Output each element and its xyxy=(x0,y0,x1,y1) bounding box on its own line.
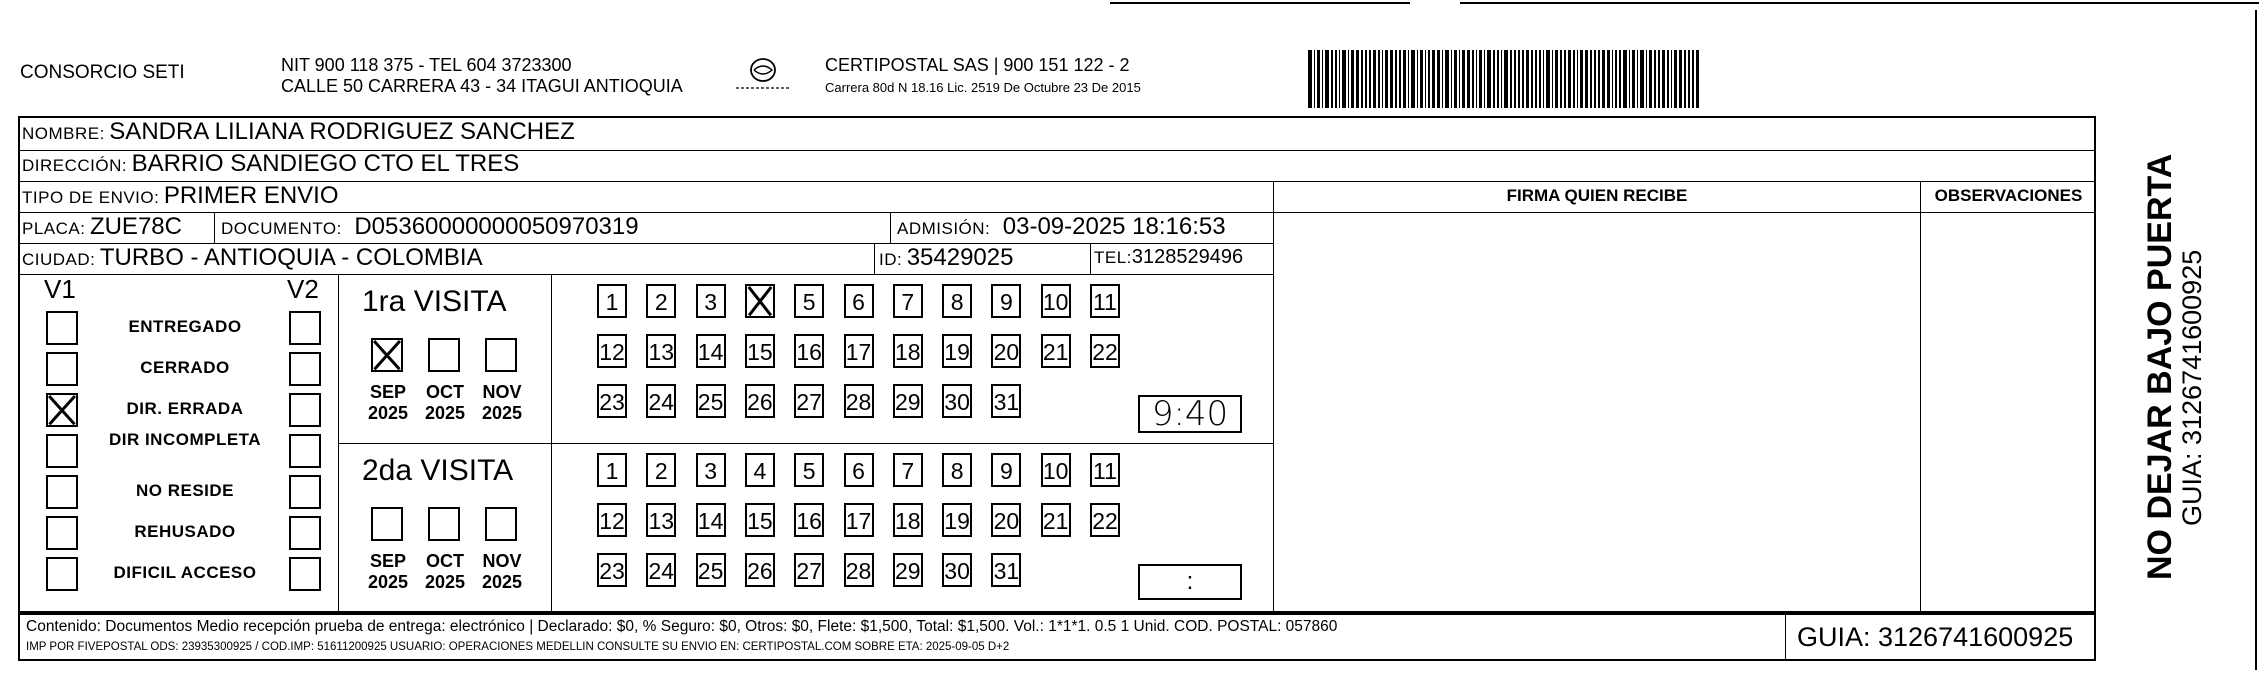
scan-line-top xyxy=(1110,2,1410,4)
col-divider xyxy=(214,212,215,243)
v2-checkbox[interactable] xyxy=(289,475,321,509)
visit1-day-box[interactable]: 7 xyxy=(893,284,923,318)
visit2-day-box[interactable]: 15 xyxy=(745,503,775,537)
visit2-day-box[interactable]: 11 xyxy=(1090,453,1120,487)
visit1-day-box[interactable]: 22 xyxy=(1090,334,1120,368)
visit1-day-box[interactable]: 13 xyxy=(646,334,676,368)
tipo-row xyxy=(22,182,339,210)
barcode-bar xyxy=(1437,50,1440,108)
visit1-day-box[interactable]: 12 xyxy=(597,334,627,368)
visit1-month-label xyxy=(418,382,472,424)
v1-checkbox[interactable] xyxy=(46,557,78,591)
barcode-bar xyxy=(1632,50,1635,108)
barcode-bar xyxy=(1646,50,1648,108)
barcode-bar xyxy=(1658,50,1660,108)
col-divider-firma xyxy=(1273,181,1274,613)
visit1-title: 1ra VISITA xyxy=(362,285,507,318)
visit1-day-box[interactable]: 18 xyxy=(893,334,923,368)
month-name: SEP xyxy=(369,551,407,571)
visit2-day-box[interactable]: 29 xyxy=(893,553,923,587)
visit1-day-box[interactable]: 5 xyxy=(794,284,824,318)
direccion-label: DIRECCIÓN: xyxy=(22,156,128,175)
status-option-label: DIFICIL ACCESO xyxy=(113,563,257,582)
visit2-day-box[interactable]: 22 xyxy=(1090,503,1120,537)
footer-guia: GUIA: 3126741600925 xyxy=(1797,622,2074,652)
visit2-day-box[interactable]: 24 xyxy=(646,553,676,587)
admision-label: ADMISIÓN: xyxy=(897,219,991,238)
visit2-day-box[interactable]: 4 xyxy=(745,453,775,487)
visit2-day-box[interactable]: 18 xyxy=(893,503,923,537)
barcode-bar xyxy=(1640,50,1644,108)
visit2-day-box[interactable]: 16 xyxy=(794,503,824,537)
barcode-bar xyxy=(1543,50,1545,108)
barcode-bar xyxy=(1577,50,1579,108)
v2-checkbox[interactable] xyxy=(289,516,321,550)
visit1-day-box[interactable]: 23 xyxy=(597,384,627,418)
barcode-bar xyxy=(1607,50,1610,108)
barcode-bar xyxy=(1403,50,1406,108)
footer-line-1: Contenido: Documentos Medio recepción prueba de entrega: electrónico | Declarado: $0, % Seguro: $0, Otros: $0, Flete: $1,500, Total: $1,500. Vol.: 1*1*1. 0.5 1 Unid. COD. POSTAL: 057860 xyxy=(26,618,1338,635)
barcode-bar xyxy=(1564,50,1566,108)
visit2-day-box[interactable]: 20 xyxy=(991,503,1021,537)
barcode-bar xyxy=(1539,50,1541,108)
barcode-bar xyxy=(1692,50,1694,108)
barcode-bar xyxy=(1546,50,1550,108)
barcode-bar xyxy=(1552,50,1554,108)
visit1-day-box[interactable]: 6 xyxy=(844,284,874,318)
visit2-month-label xyxy=(475,551,529,593)
status-option-label: NO RESIDE xyxy=(135,481,235,500)
barcode-bar xyxy=(1351,50,1354,108)
barcode-bar xyxy=(1451,50,1453,108)
visit1-day-box[interactable]: 14 xyxy=(696,334,726,368)
barcode-bar xyxy=(1560,50,1563,108)
barcode-bar xyxy=(1497,50,1499,108)
barcode-bar xyxy=(1493,50,1496,108)
barcode-bar xyxy=(1408,50,1410,108)
placa-label: PLACA: xyxy=(22,219,86,238)
status-option-label: DIR. ERRADA xyxy=(126,399,244,418)
consortium-name: CONSORCIO SETI xyxy=(20,62,185,83)
v2-checkbox[interactable] xyxy=(289,393,321,427)
barcode-bar xyxy=(1590,50,1592,108)
label-right-border xyxy=(2255,10,2257,670)
barcode-bar xyxy=(1696,50,1700,108)
placa-value: ZUE78C xyxy=(89,213,182,240)
tel-value: 3128529496 xyxy=(1131,246,1244,268)
barcode-bar xyxy=(1425,50,1427,108)
barcode-bar xyxy=(1369,50,1371,108)
visit2-day-box[interactable]: 21 xyxy=(1041,503,1071,537)
barcode-bar xyxy=(1612,50,1614,108)
visit1-day-box[interactable]: 8 xyxy=(942,284,972,318)
visit1-day-box[interactable] xyxy=(745,284,775,318)
visit2-day-box[interactable]: 25 xyxy=(696,553,726,587)
v2-checkbox[interactable] xyxy=(289,311,321,345)
visit2-day-box[interactable]: 1 xyxy=(597,453,627,487)
barcode-bar xyxy=(1378,50,1380,108)
v2-checkbox[interactable] xyxy=(289,557,321,591)
barcode-bar xyxy=(1395,50,1397,108)
ciudad-cell xyxy=(22,244,483,272)
visit2-month-label xyxy=(418,551,472,593)
visit2-day-box[interactable]: 9 xyxy=(991,453,1021,487)
visit2-day-box[interactable]: 27 xyxy=(794,553,824,587)
barcode-bar xyxy=(1462,50,1465,108)
month-year: 2025 xyxy=(481,572,523,592)
side-guia: GUIA: 3126741600925 xyxy=(2177,249,2207,526)
month-name: NOV xyxy=(482,382,522,402)
month-year: 2025 xyxy=(424,403,466,423)
visit1-day-box[interactable]: 27 xyxy=(794,384,824,418)
visit1-day-box[interactable]: 15 xyxy=(745,334,775,368)
visit-divider xyxy=(338,443,1273,444)
visit1-day-box[interactable]: 29 xyxy=(893,384,923,418)
barcode-bar xyxy=(1314,50,1316,108)
col-divider xyxy=(890,212,891,243)
barcode-bar xyxy=(1356,50,1360,108)
nit-line-2: CALLE 50 CARRERA 43 - 34 ITAGUI ANTIOQUIA xyxy=(281,76,683,96)
barcode-bar xyxy=(1619,50,1622,108)
company-line-1: CERTIPOSTAL SAS | 900 151 122 - 2 xyxy=(825,55,1130,75)
visit1-day-box[interactable]: 28 xyxy=(844,384,874,418)
v1-label: V1 xyxy=(44,274,76,304)
company-line-2: Carrera 80d N 18.16 Lic. 2519 De Octubre 23 De 2015 xyxy=(825,80,1141,95)
barcode-bar xyxy=(1531,50,1533,108)
visit1-day-box[interactable]: 16 xyxy=(794,334,824,368)
barcode-bar xyxy=(1501,50,1503,108)
visit2-day-box[interactable]: 10 xyxy=(1041,453,1071,487)
visit1-day-box[interactable]: 24 xyxy=(646,384,676,418)
documento-cell xyxy=(221,213,639,241)
visit1-day-box[interactable]: 25 xyxy=(696,384,726,418)
visit1-day-box[interactable]: 21 xyxy=(1041,334,1071,368)
direccion-row xyxy=(22,150,519,178)
month-name: SEP xyxy=(369,382,407,402)
postal-logo-icon xyxy=(728,56,798,96)
visit2-day-box[interactable]: 14 xyxy=(696,503,726,537)
visit2-month-label xyxy=(361,551,415,593)
month-name: NOV xyxy=(482,551,522,571)
barcode-bar xyxy=(1580,50,1583,108)
barcode-bar xyxy=(1348,50,1350,108)
visit1-day-box[interactable]: 30 xyxy=(942,384,972,418)
visit2-day-box[interactable]: 28 xyxy=(844,553,874,587)
nit-line-1: NIT 900 118 375 - TEL 604 3723300 xyxy=(281,55,572,75)
observaciones-header: OBSERVACIONES xyxy=(1934,186,2083,205)
barcode-bar xyxy=(1322,50,1324,108)
barcode-bar xyxy=(1654,50,1657,108)
barcode-bar xyxy=(1504,50,1508,108)
v2-label: V2 xyxy=(287,274,319,304)
v1-checkbox[interactable] xyxy=(46,352,78,386)
visit2-month-checkbox[interactable] xyxy=(371,507,403,541)
status-option-label: ENTREGADO xyxy=(128,317,242,336)
visit2-day-box[interactable]: 2 xyxy=(646,453,676,487)
barcode-bar xyxy=(1342,50,1346,108)
v1-checkbox[interactable] xyxy=(46,434,78,468)
barcode-bar xyxy=(1514,50,1516,108)
no-dejar-bajo-puerta: NO DEJAR BAJO PUERTA xyxy=(2141,153,2179,580)
v1-checkbox[interactable] xyxy=(46,475,78,509)
barcode-bar xyxy=(1382,50,1384,108)
barcode-bar xyxy=(1454,50,1457,108)
visit1-day-box[interactable]: 3 xyxy=(696,284,726,318)
barcode-bar xyxy=(1428,50,1430,108)
status-option-label: CERRADO xyxy=(140,358,230,377)
barcode-bar xyxy=(1385,50,1388,108)
barcode-bar xyxy=(1526,50,1530,108)
visit1-month-label xyxy=(475,382,529,424)
v2-checkbox[interactable] xyxy=(289,434,321,468)
visit2-day-box[interactable]: 5 xyxy=(794,453,824,487)
barcode-bar xyxy=(1445,50,1449,108)
barcode-bar xyxy=(1615,50,1617,108)
visit2-day-box[interactable]: 26 xyxy=(745,553,775,587)
visit1-month-checkbox[interactable] xyxy=(485,338,517,372)
visit1-day-box[interactable]: 19 xyxy=(942,334,972,368)
placa-cell xyxy=(22,213,182,241)
month-year: 2025 xyxy=(424,572,466,592)
v1-checkbox[interactable] xyxy=(46,516,78,550)
barcode-bar xyxy=(1335,50,1337,108)
barcode-bar xyxy=(1459,50,1461,108)
barcode-bar xyxy=(1361,50,1363,108)
barcode-bar xyxy=(1339,50,1341,108)
visit2-time: : xyxy=(1186,568,1194,595)
visit1-time: 9:40 xyxy=(1151,394,1229,434)
id-label: ID: xyxy=(879,250,903,269)
visit1-time-box[interactable] xyxy=(1138,395,1242,433)
col-divider-obs xyxy=(1920,181,1921,613)
visit2-day-box[interactable]: 17 xyxy=(844,503,874,537)
barcode-bar xyxy=(1594,50,1597,108)
barcode-bar xyxy=(1573,50,1575,108)
barcode-bar xyxy=(1585,50,1589,108)
month-name: OCT xyxy=(426,551,464,571)
visit1-day-box[interactable]: 9 xyxy=(991,284,1021,318)
visit1-day-box[interactable]: 10 xyxy=(1041,284,1071,318)
status-option-label: DIR INCOMPLETA xyxy=(108,430,262,449)
visit2-month-checkbox[interactable] xyxy=(485,507,517,541)
barcode-bar xyxy=(1688,50,1691,108)
visit1-day-box[interactable]: 17 xyxy=(844,334,874,368)
barcode-bar xyxy=(1472,50,1474,108)
month-year: 2025 xyxy=(367,403,409,423)
admision-cell xyxy=(897,213,1226,241)
footer-line-2: IMP POR FIVEPOSTAL ODS: 23935300925 / COD.IMP: 51611200925 USUARIO: OPERACIONES MEDELLIN CONSULTE SU ENVIO EN: CERTIPOSTAL.COM SOBRE ETA: 2025-09-05 D+2 xyxy=(26,641,1010,653)
barcode-bar xyxy=(1476,50,1478,108)
month-year: 2025 xyxy=(367,572,409,592)
tipo-label: TIPO DE ENVIO: xyxy=(22,188,160,207)
nombre-label: NOMBRE: xyxy=(22,124,105,143)
v1-checkbox[interactable] xyxy=(46,311,78,345)
nombre-value: SANDRA LILIANA RODRIGUEZ SANCHEZ xyxy=(109,118,575,145)
col-divider xyxy=(1090,243,1091,274)
visit2-day-box[interactable]: 6 xyxy=(844,453,874,487)
ciudad-value: TURBO - ANTIOQUIA - COLOMBIA xyxy=(99,244,483,271)
barcode-bar xyxy=(1373,50,1377,108)
visit1-day-box[interactable]: 31 xyxy=(991,384,1021,418)
barcode-bar xyxy=(1649,50,1652,108)
documento-label: DOCUMENTO: xyxy=(221,219,342,238)
barcode-bar xyxy=(1487,50,1491,108)
barcode-bar xyxy=(1399,50,1402,108)
visit2-day-box[interactable]: 13 xyxy=(646,503,676,537)
barcode-bar xyxy=(1679,50,1683,108)
visit2-day-box[interactable]: 23 xyxy=(597,553,627,587)
barcode-bar xyxy=(1420,50,1423,108)
barcode-bar xyxy=(1555,50,1558,108)
id-cell xyxy=(879,244,1013,272)
tipo-value: PRIMER ENVIO xyxy=(163,182,339,209)
barcode-bar xyxy=(1317,50,1320,108)
admision-value: 03-09-2025 18:16:53 xyxy=(1002,213,1226,240)
barcode-bar xyxy=(1510,50,1513,108)
visit2-day-box[interactable]: 3 xyxy=(696,453,726,487)
visit2-month-checkbox[interactable] xyxy=(428,507,460,541)
documento-value: D05360000000050970319 xyxy=(354,213,639,240)
barcode-bar xyxy=(1479,50,1482,108)
barcode-bar xyxy=(1432,50,1436,108)
barcode-bar xyxy=(1365,50,1368,108)
barcode-bar xyxy=(1308,50,1312,108)
visit1-day-box[interactable]: 26 xyxy=(745,384,775,418)
barcode-bar xyxy=(1598,50,1600,108)
visit1-month-checkbox[interactable] xyxy=(428,338,460,372)
barcode-bar xyxy=(1442,50,1444,108)
col-divider xyxy=(874,243,875,274)
tel-cell xyxy=(1094,246,1243,269)
footer-divider xyxy=(1785,613,1786,661)
visit2-title: 2da VISITA xyxy=(362,454,514,487)
visit1-day-box[interactable]: 1 xyxy=(597,284,627,318)
row-divider xyxy=(18,274,1273,275)
ciudad-label: CIUDAD: xyxy=(22,250,96,269)
barcode-bar xyxy=(1467,50,1471,108)
direccion-value: BARRIO SANDIEGO CTO EL TRES xyxy=(131,150,520,177)
visit1-month-checkbox[interactable] xyxy=(371,338,403,372)
visit2-day-box[interactable]: 19 xyxy=(942,503,972,537)
visit2-time-box[interactable] xyxy=(1138,564,1242,600)
id-value: 35429025 xyxy=(906,244,1014,271)
barcode-bar xyxy=(1662,50,1666,108)
barcode-bar xyxy=(1417,50,1419,108)
visit2-day-box[interactable]: 12 xyxy=(597,503,627,537)
visit2-day-box[interactable]: 8 xyxy=(942,453,972,487)
barcode-bar xyxy=(1684,50,1686,108)
barcode-bar xyxy=(1484,50,1486,108)
barcode xyxy=(1308,50,1808,108)
nombre-row xyxy=(22,118,575,146)
scan-line-top-2 xyxy=(1460,2,2259,4)
barcode-bar xyxy=(1518,50,1521,108)
visit2-day-box[interactable]: 30 xyxy=(942,553,972,587)
barcode-bar xyxy=(1623,50,1627,108)
month-name: OCT xyxy=(426,382,464,402)
barcode-bar xyxy=(1671,50,1673,108)
visit2-day-box[interactable]: 31 xyxy=(991,553,1021,587)
barcode-bar xyxy=(1667,50,1669,108)
barcode-bar xyxy=(1331,50,1334,108)
barcode-bar xyxy=(1390,50,1394,108)
barcode-bar xyxy=(1325,50,1329,108)
barcode-bar xyxy=(1522,50,1524,108)
firma-header: FIRMA QUIEN RECIBE xyxy=(1506,186,1688,205)
barcode-bar xyxy=(1629,50,1631,108)
visit1-month-label xyxy=(361,382,415,424)
barcode-bar xyxy=(1411,50,1415,108)
month-year: 2025 xyxy=(481,403,523,423)
visit2-day-box[interactable]: 7 xyxy=(893,453,923,487)
tel-label: TEL: xyxy=(1094,248,1132,267)
visit1-day-box[interactable]: 11 xyxy=(1090,284,1120,318)
v1-checkbox[interactable] xyxy=(46,393,78,427)
v2-checkbox[interactable] xyxy=(289,352,321,386)
visit1-day-box[interactable]: 20 xyxy=(991,334,1021,368)
barcode-bar xyxy=(1535,50,1538,108)
barcode-bar xyxy=(1568,50,1572,108)
barcode-bar xyxy=(1637,50,1639,108)
barcode-bar xyxy=(1602,50,1606,108)
status-option-label: REHUSADO xyxy=(134,522,236,541)
barcode-bar xyxy=(1674,50,1677,108)
visit1-day-box[interactable]: 2 xyxy=(646,284,676,318)
